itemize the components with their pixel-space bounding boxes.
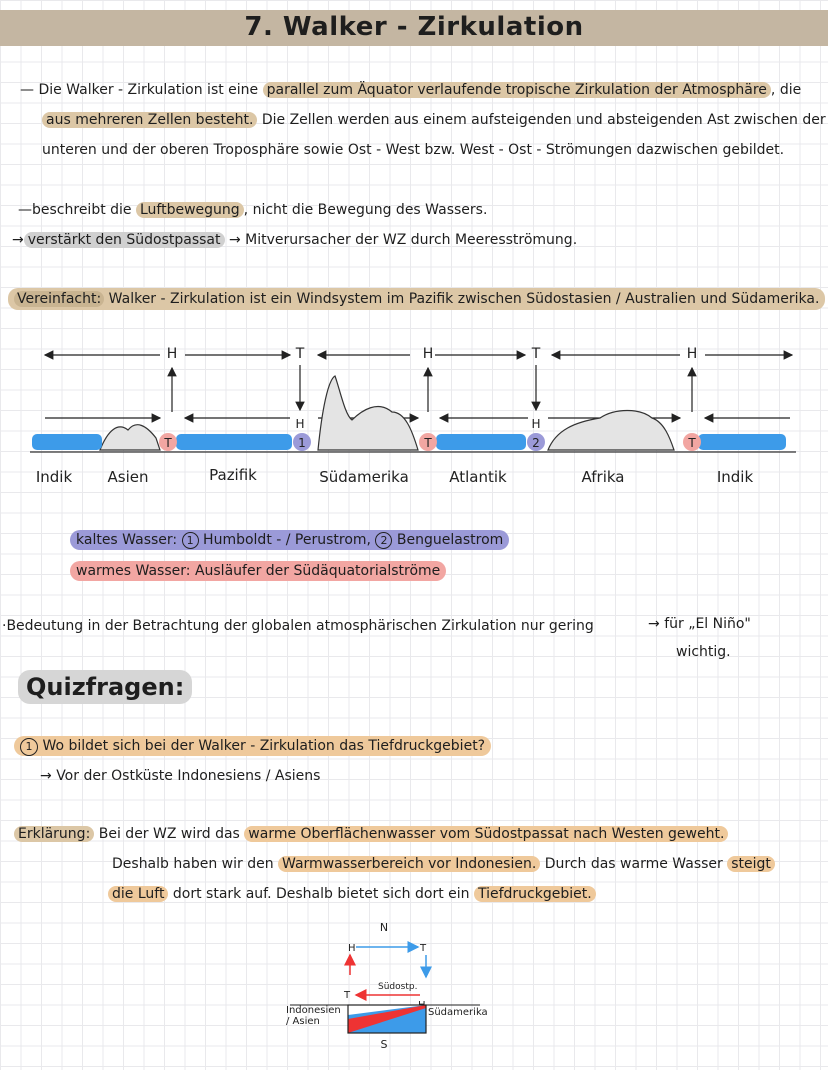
quiz-heading: Quizfragen: [18, 670, 192, 704]
legend-cold [70, 530, 509, 550]
region-label: Südamerika [319, 468, 409, 486]
explanation-text: Durch das warme Wasser [544, 856, 723, 872]
arrow-icon: → [648, 616, 665, 632]
highlight-parallel: parallel zum Äquator verlaufende tropische Zirkulation der Atmosphäre [263, 82, 771, 98]
quiz-question-text: Wo bildet sich bei der Walker - Zirkulation das Tiefdruckgebiet? [42, 738, 486, 754]
highlight-suedostpassat: verstärkt den Südostpassat [24, 232, 225, 248]
significance-line [2, 616, 594, 636]
label-north: N [379, 921, 389, 934]
land-south-america [318, 376, 418, 450]
label-low: T [164, 436, 172, 450]
significance-note-1 [648, 614, 751, 634]
region-label: Indik [716, 468, 754, 486]
label-wind: Südostp. [378, 982, 418, 992]
simplified-label: Vereinfacht: [14, 291, 104, 307]
highlight-warm-area: Warmwasserbereich vor Indonesien. [278, 856, 540, 872]
significance-text: Bedeutung in der Betrachtung der globalen atmosphärischen Zirkulation nur gering [6, 618, 594, 634]
label-south: S [380, 1038, 388, 1051]
bullet-2 [12, 230, 577, 250]
significance-note-text: für „El Niño" [664, 616, 751, 632]
bullet-text: , nicht die Bewegung des Wassers. [243, 202, 488, 218]
legend-warm: warmes Wasser: Ausläufer der Südäquatorialströme [70, 561, 446, 581]
explanation-line-1 [14, 824, 728, 844]
simplified-block [8, 288, 825, 310]
water-indik [32, 434, 102, 450]
intro-text: Die Walker - Zirkulation ist eine [38, 82, 259, 98]
land-africa [548, 411, 674, 451]
dash: — [18, 202, 32, 218]
label-south-america: Südamerika [428, 1007, 488, 1018]
water-atlantic [436, 434, 526, 450]
land-asia [100, 425, 160, 450]
bullet-dot: · [2, 618, 7, 634]
region-label: Atlantik [449, 468, 507, 486]
water-pacific [176, 434, 292, 450]
bullet-text: Mitverursacher der WZ durch Meeresströmung. [245, 232, 578, 248]
region-label: Asien [107, 468, 149, 486]
label-high: H [166, 346, 178, 362]
region-label: Indik [35, 468, 73, 486]
explanation-text: dort stark auf. Deshalb bietet sich dort ein [172, 886, 470, 902]
walker-diagram [0, 330, 828, 500]
label-low: T [424, 436, 432, 450]
bullet-1 [18, 200, 487, 220]
label-high: H [422, 346, 434, 362]
label-high: H [295, 417, 305, 431]
label-low: T [531, 346, 541, 362]
highlight-luftbewegung: Luftbewegung [136, 202, 244, 218]
cold-marker-1-label: 1 [298, 436, 306, 450]
label-high-top: H [348, 943, 356, 954]
intro-text: Die Zellen werden aus einem aufsteigenden und absteigenden Ast zwischen der [261, 112, 826, 128]
cold-marker-2-label: 2 [532, 436, 540, 450]
quiz-answer [40, 766, 320, 786]
label-indonesia: Indonesien / Asien [286, 1005, 341, 1027]
label-low-top: T [420, 943, 427, 954]
arrow-icon: → [228, 232, 246, 248]
simplified-text: Walker - Zirkulation ist ein Windsystem im Pazifik zwischen Südostasien / Australien und Südamerika. [108, 291, 820, 307]
intro-line-3: unteren und der oberen Troposphäre sowie Ost - West bzw. West - Ost - Strömungen dazwischen gebildet. [42, 142, 785, 158]
small-walker-diagram [280, 915, 510, 1055]
number-badge: 1 [182, 532, 199, 549]
dash-arrow: — [20, 82, 39, 98]
intro-line-1 [20, 80, 801, 100]
arrow-icon: → [12, 232, 24, 248]
water-indik-east [698, 434, 786, 450]
highlight-cells: aus mehreren Zellen besteht. [42, 112, 257, 128]
significance-note-2: wichtig. [676, 644, 731, 660]
label-low: T [688, 436, 696, 450]
explanation-text: Bei der WZ wird das [98, 826, 240, 842]
label-high: H [531, 417, 541, 431]
legend-cold-2: Benguelastrom [396, 532, 504, 548]
explanation-text: Deshalb haben wir den [112, 856, 274, 872]
page-title: 7. Walker - Zirkulation [244, 12, 584, 42]
intro-line-2 [42, 110, 826, 130]
region-label: Pazifik [209, 466, 257, 484]
legend-cold-1: Humboldt - / Perustrom, [203, 532, 371, 548]
label-low-mid: T [344, 990, 351, 1001]
highlight-rises: steigt [727, 856, 775, 872]
highlight-air: die Luft [108, 886, 168, 902]
label-low: T [295, 346, 305, 362]
region-label: Afrika [581, 468, 625, 486]
arrow-icon: → [40, 768, 57, 784]
label-high: H [686, 346, 698, 362]
quiz-answer-text: Vor der Ostküste Indonesiens / Asiens [56, 768, 321, 784]
explanation-line-3 [108, 884, 596, 904]
explanation-line-2 [112, 854, 775, 874]
number-badge: 1 [20, 738, 38, 756]
explanation-label: Erklärung: [14, 826, 94, 842]
number-badge: 2 [375, 532, 392, 549]
highlight-warm-water: warme Oberflächenwasser vom Südostpassat nach Westen geweht. [244, 826, 728, 842]
highlight-low-pressure: Tiefdruckgebiet. [474, 886, 596, 902]
quiz-question [14, 736, 491, 756]
bullet-text: beschreibt die [32, 202, 132, 218]
intro-text: , die [770, 82, 802, 98]
legend-cold-label: kaltes Wasser: [76, 532, 178, 548]
